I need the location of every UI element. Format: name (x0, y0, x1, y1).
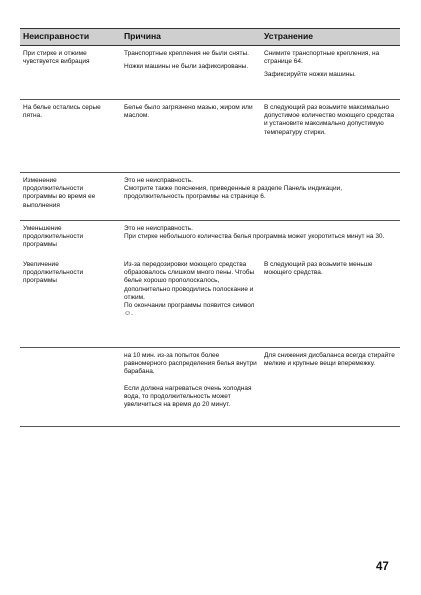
remedy-cell: В следующий раз возьмите максимально допустимое количество моющего средства и установите максимально допустимую температуру стирки. (264, 104, 395, 136)
remedy-text: Зафиксируйте ножки машины. (264, 71, 356, 79)
cause-text: Ножки машины не были зафиксированы. (124, 63, 249, 71)
header-cause: Причина (124, 31, 161, 41)
table-header (20, 28, 400, 46)
table-row (20, 100, 400, 173)
cause-note-text: По окончании программы появится символ (124, 302, 255, 310)
remedy-cell: В следующий раз возьмите меньше моющего средства. (264, 261, 373, 277)
header-remedy: Устранение (264, 31, 314, 41)
problem-cell: Увеличение продолжительности программы (23, 261, 84, 285)
cause-cell: Белье было загрязнено мазью, жиром или маслом. (124, 104, 253, 120)
remedy-text: Снимите транспортные крепления, на странице 64. (264, 50, 380, 66)
note-text: Смотрите также пояснения, приведенные в разделе Панель индикации, продолжительность программы на странице 6. (124, 185, 343, 201)
note-text: Это не неисправность. (124, 177, 193, 184)
table-row (20, 173, 400, 221)
note-text: Это не неисправность. (124, 225, 193, 232)
page-number: 47 (376, 561, 389, 573)
cause-text: Из-за передозировки моющего средства образовалось слишком много пены. Чтобы белье хорошо прополоскалось, дополнительно проводились полоскание и отжим. (124, 261, 255, 301)
cause-text: на 10 мин. из-за попыток более равномерного распределения белья внутри барабана. (124, 352, 257, 376)
table-row (20, 46, 400, 100)
cause-note: По окончании программы появится символ ☺. (124, 302, 255, 318)
cause-cell (124, 261, 258, 318)
cause-cell (124, 352, 258, 409)
troubleshooting-table (20, 28, 400, 427)
note-text: При стирке небольшого количества белья программа может укоротиться минут на 30. (124, 233, 385, 241)
problem-cell: Уменьшение продолжительности программы (23, 225, 84, 249)
problem-cell: На белье остались серые пятна. (23, 104, 101, 120)
cause-text: Если должна нагреваться очень холодная вода, то продолжительность может увеличиться на время до 20 минут. (124, 384, 252, 409)
cause-text: Транспортные крепления не были сняты. (124, 50, 249, 57)
note-cell (124, 177, 398, 202)
note-cell (124, 225, 398, 241)
table-row (20, 348, 400, 427)
remedy-cell: Для снижения дисбаланса всегда стирайте мелкие и крупные вещи вперемежку. (264, 352, 395, 368)
table-row (20, 221, 400, 259)
problem-cell: Изменение продолжительности программы во время ее выполнения (23, 177, 96, 209)
table-row (20, 259, 400, 348)
header-problems: Неисправности (23, 31, 90, 41)
smile-icon: ☺ (124, 310, 132, 318)
cause-cell (124, 50, 258, 71)
remedy-cell (264, 50, 398, 80)
problem-cell: При стирке и отжиме чувствуется вибрация (23, 50, 90, 66)
